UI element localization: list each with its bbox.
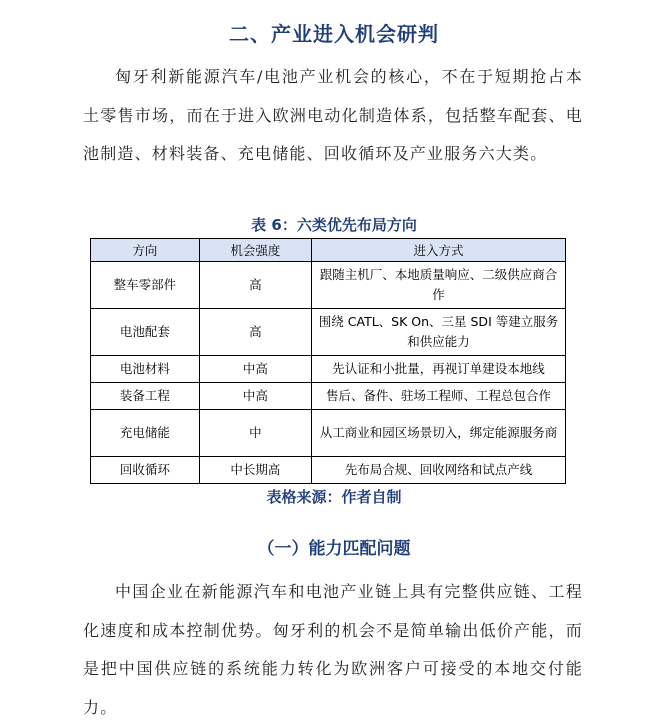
table-row: [91, 410, 566, 457]
header-entry-mode: 进入方式: [312, 239, 566, 262]
cell-direction: 装备工程: [91, 383, 200, 410]
cell-entry-mode: 围绕 CATL、SK On、三星 SDI 等建立服务和供应能力: [312, 309, 566, 356]
header-direction: 方向: [91, 239, 200, 262]
cell-direction: 电池配套: [91, 309, 200, 356]
cell-entry-mode: 先认证和小批量，再视订单建设本地线: [312, 356, 566, 383]
table-header-row: [91, 239, 566, 262]
table-caption: 表 6：六类优先布局方向: [251, 216, 417, 234]
cell-entry-mode: 从工商业和园区场景切入，绑定能源服务商: [312, 410, 566, 457]
body-paragraph: 中国企业在新能源汽车和电池产业链上具有完整供应链、工程化速度和成本控制优势。匈牙利的机会不是简单输出低价产能，而是把中国供应链的系统能力转化为欧洲客户可接受的本地交付能力。: [83, 582, 583, 717]
table-row: [91, 356, 566, 383]
cell-entry-mode: 跟随主机厂、本地质量响应、二级供应商合作: [312, 262, 566, 309]
cell-direction: 回收循环: [91, 457, 200, 484]
table-row: [91, 457, 566, 484]
cell-entry-mode: 售后、备件、驻场工程师、工程总包合作: [312, 383, 566, 410]
subsection-title: （一）能力匹配问题: [257, 539, 411, 559]
cell-entry-mode: 先布局合规、回收网络和试点产线: [312, 457, 566, 484]
cell-strength: 高: [199, 262, 311, 309]
table-row: [91, 309, 566, 356]
table-source-note: 表格来源：作者自制: [266, 488, 402, 506]
cell-direction: 整车零部件: [91, 262, 200, 309]
intro-paragraph: 匈牙利新能源汽车/电池产业机会的核心，不在于短期抢占本土零售市场，而在于进入欧洲电动化制造体系，包括整车配套、电池制造、材料装备、充电储能、回收循环及产业服务六大类。: [83, 67, 583, 163]
cell-strength: 中长期高: [199, 457, 311, 484]
cell-direction: 电池材料: [91, 356, 200, 383]
section-title: 二、产业进入机会研判: [229, 22, 439, 46]
cell-strength: 中高: [199, 383, 311, 410]
header-strength: 机会强度: [199, 239, 311, 262]
cell-strength: 中高: [199, 356, 311, 383]
priority-directions-table: [90, 238, 566, 484]
cell-strength: 中: [199, 410, 311, 457]
table-row: [91, 262, 566, 309]
table-row: [91, 383, 566, 410]
cell-direction: 充电储能: [91, 410, 200, 457]
cell-strength: 高: [199, 309, 311, 356]
